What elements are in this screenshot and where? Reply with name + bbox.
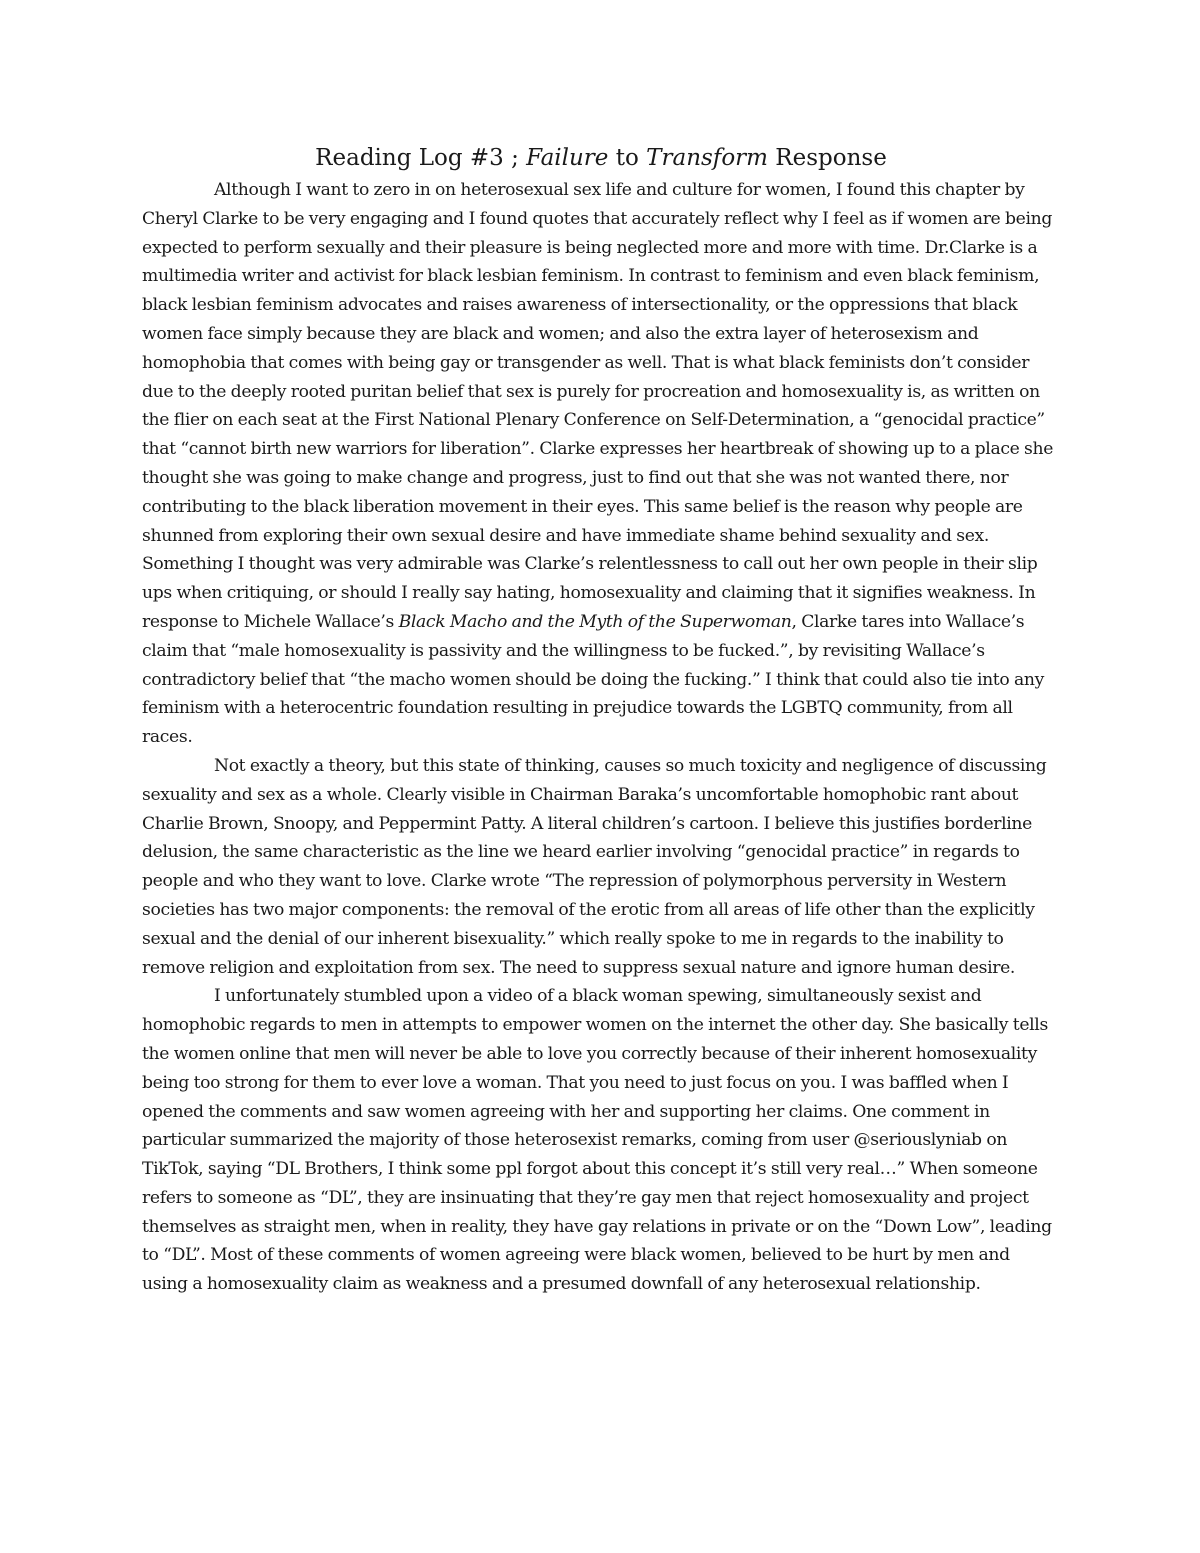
paragraph-3: I unfortunately stumbled upon a video of a black woman spewing, simultaneously sexist and homophobic regards to men in attempts to empower women on the internet the other day. She basically tells the women online that men will never be able to love you correctly because of their inherent homosexuality being too strong for them to ever love a woman. That you need to just focus on you. I was baffled when I opened the comments and saw women agreeing with her and supporting her claims. One comment in particular summarized the majority of those heterosexist remarks, coming from user @seriouslyniab on TikTok, saying “DL Brothers, I think some ppl forgot about this concept it’s still very real…” When someone refers to someone as “DL”, they are insinuating that they’re gay men that reject homosexuality and project themselves as straight men, when in reality, they have gay relations in private or on the “Down Low”, leading to “DL”. Most of these comments of women agreeing were black women, believed to be hurt by men and using a homosexuality claim as weakness and a presumed downfall of any heterosexual relationship. [142,986,1052,1295]
title-italic-transform: Transform [646,145,768,171]
title-prefix: Reading Log #3 ; [315,145,527,171]
book-title-citation: Black Macho and the Myth of the Superwoman [398,611,792,632]
paragraph-1 [142,176,1060,752]
title-italic-failure: Failure [526,145,609,171]
document-body [142,140,1060,1299]
paragraph-1-part-2: , Clarke tares into Wallace’s claim that “male homosexuality is passivity and the willingness to be fucked.”, by revisiting Wallace’s contradictory belief that “the macho women should be doing the fucking.” I think that could also tie into any feminism with a heterocentric foundation resulting in prejudice towards the LGBTQ community, from all races. [142,611,1044,748]
title-middle: to [608,145,647,171]
document-title [142,140,1060,176]
paragraph-2: Not exactly a theory, but this state of thinking, causes so much toxicity and negligence of discussing sexuality and sex as a whole. Clearly visible in Chairman Baraka’s uncomfortable homophobic rant about Charlie Brown, Snoopy, and Peppermint Patty. A literal children’s cartoon. I believe this justifies borderline delusion, the same characteristic as the line we heard earlier involving “genocidal practice” in regards to people and who they want to love. Clarke wrote “The repression of polymorphous perversity in Western societies has two major components: the removal of the erotic from all areas of life other than the explicitly sexual and the denial of our inherent bisexuality.” which really spoke to me in regards to the inability to remove religion and exploitation from sex. The need to suppress sexual nature and ignore human desire. [142,755,1047,978]
title-suffix: Response [767,145,887,171]
paragraph-1-part-1: Although I want to zero in on heterosexual sex life and culture for women, I found this chapter by Cheryl Clarke to be very engaging and I found quotes that accurately reflect why I feel as if women are being expected to perform sexually and their pleasure is being neglected more and more with time. Dr.Clarke is a multimedia writer and activist for black lesbian feminism. In contrast to feminism and even black feminism, black lesbian feminism advocates and raises awareness of intersectionality, or the oppressions that black women face simply because they are black and women; and also the extra layer of heterosexism and homophobia that comes with being gay or transgender as well. That is what black feminists don’t consider due to the deeply rooted puritan belief that sex is purely for procreation and homosexuality is, as written on the flier on each seat at the First National Plenary Conference on Self-Determination, a “genocidal practice” that “cannot birth new warriors for liberation”. Clarke expresses her heartbreak of showing up to a place she thought she was going to make change and progress, just to find out that she was not wanted there, nor contributing to the black liberation movement in their eyes. This same belief is the reason why people are shunned from exploring their own sexual desire and have immediate shame behind sexuality and sex. Something I thought was very admirable was Clarke’s relentlessness to call out her own people in their slip ups when critiquing, or should I really say hating, homosexuality and claiming that it signifies weakness. In response to Michele Wallace’s [142,180,1054,632]
